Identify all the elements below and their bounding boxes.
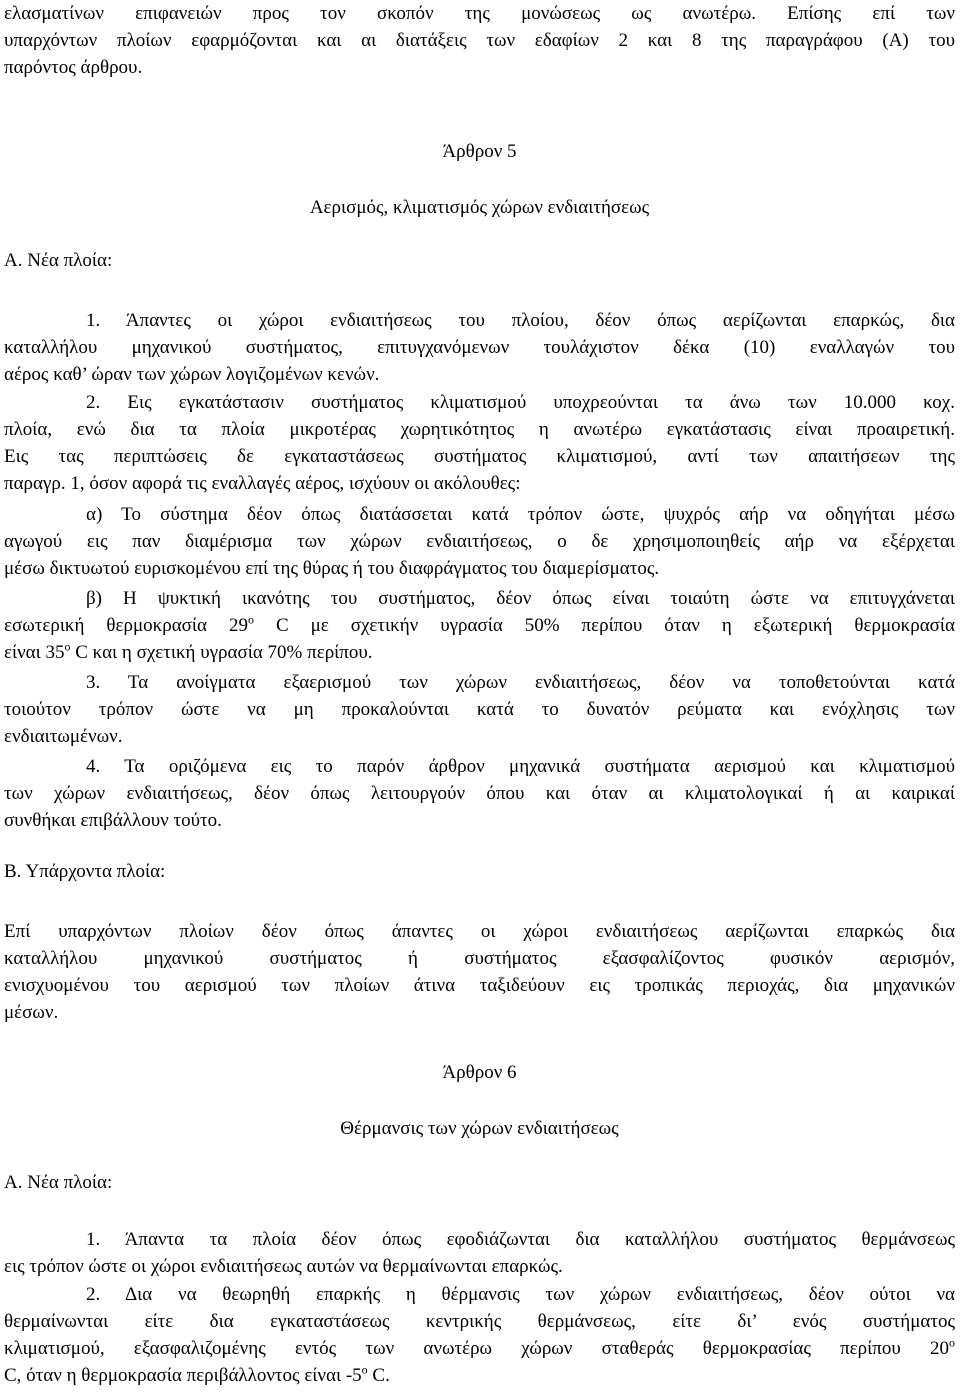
text-line: α) Το σύστημα δέον όπως διατάσσεται κατά τρόπον ώστε, ψυχρός αήρ να οδηγήται μέσω — [86, 504, 955, 525]
text-line: μέσω δικτυωτού ευρισκομένου επί της θύρας ή του διαφράγματος του διαμερίσματος. — [4, 558, 660, 579]
article-5-paragraph-3 — [4, 669, 955, 750]
section-a-label: Α. Νέα πλοία: — [4, 250, 113, 271]
text-line: β) Η ψυκτική ικανότης του συστήματος, δέον όπως είναι τοιαύτη ώστε να επιτυγχάνεται — [86, 588, 955, 609]
article-5-item-b — [4, 585, 955, 666]
article-5-item-a — [4, 501, 955, 582]
text-line — [4, 1362, 955, 1389]
section-b-label: Β. Υπάρχοντα πλοία: — [4, 861, 166, 882]
text-line: καταλλήλου μηχανικού συστήματος ή συστήματος εξασφαλίζοντος φυσικόν αερισμόν, — [4, 948, 955, 969]
text-line: Εις τας περιπτώσεις δε εγκαταστάσεως συστήματος κλιματισμού, αντί των απαιτήσεων της — [4, 446, 955, 467]
article-5-paragraph-4 — [4, 753, 955, 834]
text-line: αέρος καθ’ ώραν των χώρων λογιζομένων κενών. — [4, 364, 380, 385]
article-6-paragraph-1 — [4, 1226, 955, 1280]
text-line: παρόντος άρθρου. — [4, 57, 143, 78]
article-6-paragraph-2 — [4, 1281, 955, 1389]
text-fragment: εσωτερική θερμοκρασία 29 — [4, 615, 248, 636]
text-line — [4, 1335, 955, 1362]
intro-paragraph — [4, 0, 955, 81]
text-line: συνθήκαι επιβάλλουν τούτο. — [4, 810, 222, 831]
text-line: αγωγού εις παν διαμέρισμα των χώρων ενδιαιτήσεως, ο δε χρησιμοποιηθείς αήρ να εξέρχεται — [4, 531, 955, 552]
section-b-paragraph — [4, 918, 955, 1026]
text-line: υπαρχόντων πλοίων εφαρμόζονται και αι διατάξεις των εδαφίων 2 και 8 της παραγράφου (Α) του — [4, 30, 955, 51]
text-line: εις τρόπον ώστε οι χώροι ενδιαιτήσεως αυτών να θερμαίνωνται επαρκώς. — [4, 1256, 563, 1277]
text-line: 2. Εις εγκατάστασιν συστήματος κλιματισμού υποχρεούνται τα άνω των 10.000 κοχ. — [86, 392, 955, 413]
text-line: πλοία, ενώ δια τα πλοία μικροτέρας χωρητικότητος η ανωτέρω εγκατάστασις είναι προαιρετική. — [4, 419, 955, 440]
text-line: καταλλήλου μηχανικού συστήματος, επιτυγχανόμενων τουλάχιστον δέκα (10) εναλλαγών του — [4, 337, 955, 358]
section-a-label: Α. Νέα πλοία: — [4, 1172, 113, 1193]
text-line: παραγρ. 1, όσον αφορά τις εναλλαγές αέρος, ισχύουν οι ακόλουθες: — [4, 473, 521, 494]
text-fragment: κλιματισμού, εξασφαλιζομένης εντός των ανωτέρω χώρων σταθεράς θερμοκρασίας περίπου 20 — [4, 1338, 949, 1359]
text-fragment: C, όταν η θερμοκρασία περιβάλλοντος είναι -5 — [4, 1365, 362, 1386]
article-5-paragraph-2 — [4, 389, 955, 497]
text-line: 1. Άπαντα τα πλοία δέον όπως εφοδιάζωνται δια καταλλήλου συστήματος θερμάνσεως — [86, 1229, 955, 1250]
article-5-paragraph-1 — [4, 307, 955, 388]
text-line — [4, 612, 955, 639]
text-line: τοιούτον τρόπον ώστε να μη προκαλούνται κατά το δυνατόν ρεύματα και ενόχλησις των — [4, 699, 955, 720]
text-fragment: C. — [367, 1365, 390, 1386]
text-line: ελασματίνων επιφανειών προς τον σκοπόν της μονώσεως ως ανωτέρω. Επίσης επί των — [4, 3, 955, 24]
article-6-heading: Άρθρον 6 — [442, 1062, 517, 1083]
text-line: 1. Άπαντες οι χώροι ενδιαιτήσεως του πλοίου, δέον όπως αερίζωνται επαρκώς, δια — [86, 310, 955, 331]
text-line: 3. Τα ανοίγματα εξαερισμού των χώρων ενδιαιτήσεως, δέον να τοποθετούνται κατά — [86, 672, 955, 693]
article-6-title: Θέρμανσις των χώρων ενδιαιτήσεως — [340, 1118, 619, 1139]
article-5-heading: Άρθρον 5 — [442, 141, 517, 162]
article-5-title: Αερισμός, κλιματισμός χώρων ενδιαιτήσεως — [309, 197, 650, 218]
text-fragment: C και η σχετική υγρασία 70% περίπου. — [70, 642, 373, 663]
text-line: θερμαίνωνται είτε δια εγκαταστάσεως κεντρικής θερμάνσεως, είτε δι’ ενός συστήματος — [4, 1311, 955, 1332]
text-line: μέσων. — [4, 1002, 59, 1023]
text-line — [4, 639, 955, 666]
text-line: 4. Τα οριζόμενα εις το παρόν άρθρον μηχανικά συστήματα αερισμού και κλιματισμού — [86, 756, 955, 777]
text-fragment: C με σχετικήν υγρασία 50% περίπου όταν η εξωτερική θερμοκρασία — [253, 615, 955, 636]
degree-superscript: ο — [949, 1335, 955, 1350]
degree-superscript: ο — [64, 639, 71, 654]
text-line: Επί υπαρχόντων πλοίων δέον όπως άπαντες οι χώροι ενδιαιτήσεως αερίζωνται επαρκώς δια — [4, 921, 955, 942]
degree-superscript: ο — [247, 612, 254, 627]
text-line: ενισχυομένου του αερισμού των πλοίων άτινα ταξιδεύουν εις τροπικάς περιοχάς, δια μηχανικών — [4, 975, 955, 996]
degree-superscript: ο — [361, 1362, 368, 1377]
text-fragment: είναι 35 — [4, 642, 65, 663]
text-line: 2. Δια να θεωρηθή επαρκής η θέρμανσις των χώρων ενδιαιτήσεως, δέον ούτοι να — [86, 1284, 955, 1305]
text-line: ενδιαιτωμένων. — [4, 726, 123, 747]
text-line: των χώρων ενδιαιτήσεως, δέον όπως λειτουργούν όπου και όταν αι κλιματολογικαί ή αι καιρικαί — [4, 783, 955, 804]
